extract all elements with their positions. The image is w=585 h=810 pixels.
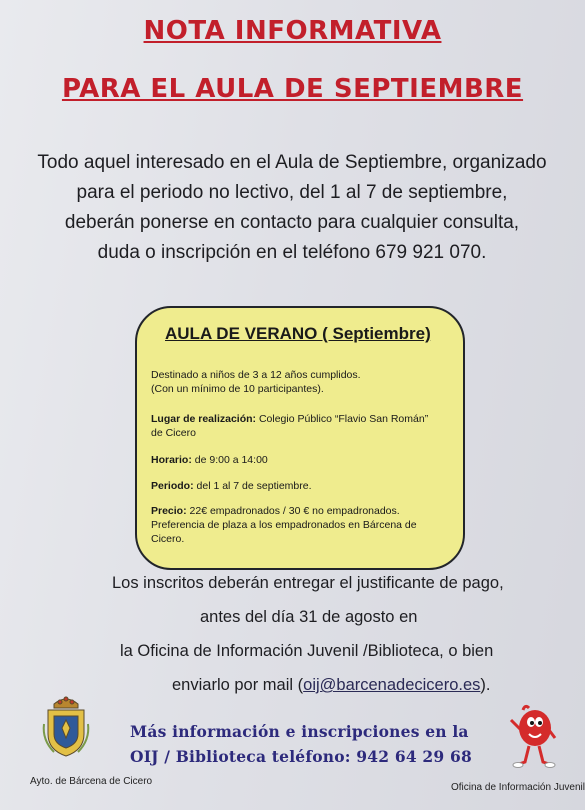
outro-line-4-pre: enviarlo por mail ( bbox=[172, 676, 304, 694]
box-preferencia-1: Preferencia de plaza a los empadronados en Bárcena de bbox=[151, 519, 417, 531]
more-info-line-2: OIJ / Biblioteca teléfono: 942 64 29 68 bbox=[130, 747, 472, 766]
intro-line-2: para el periodo no lectivo, del 1 al 7 de septiembre, bbox=[76, 182, 508, 203]
title-line-2: PARA EL AULA DE SEPTIEMBRE bbox=[61, 74, 524, 104]
outro-line-1: Los inscritos deberán entregar el justificante de pago, bbox=[112, 574, 504, 592]
lugar-value: Colegio Público “Flavio San Román” bbox=[256, 413, 429, 425]
more-info-line-1: Más información e inscripciones en la bbox=[130, 722, 469, 741]
left-caption: Ayto. de Bárcena de Cicero bbox=[30, 776, 153, 787]
outro-line-2: antes del día 31 de agosto en bbox=[200, 608, 418, 626]
box-dest-2: (Con un mínimo de 10 participantes). bbox=[151, 383, 324, 395]
periodo-label: Periodo: bbox=[151, 480, 194, 492]
box-periodo bbox=[151, 479, 312, 493]
box-preferencia-2: Cicero. bbox=[151, 533, 185, 545]
box-lugar-2: de Cicero bbox=[151, 427, 196, 439]
box-precio bbox=[151, 504, 400, 518]
info-box bbox=[135, 306, 465, 570]
email-link[interactable]: oij@barcenadecicero.es bbox=[303, 676, 481, 694]
box-lugar bbox=[151, 412, 428, 426]
intro-line-3: deberán ponerse en contacto para cualquier consulta, bbox=[64, 212, 520, 233]
outro-line-4-post: ). bbox=[480, 676, 491, 694]
intro-line-1: Todo aquel interesado en el Aula de Septiembre, organizado bbox=[37, 152, 547, 173]
lugar-label: Lugar de realización: bbox=[151, 413, 257, 425]
precio-value: 22€ empadronados / 30 € no empadronados. bbox=[186, 505, 400, 517]
outro-line-3: la Oficina de Información Juvenil /Biblioteca, o bien bbox=[120, 642, 494, 660]
outro-line-4 bbox=[172, 676, 491, 695]
red-mascot-icon bbox=[505, 700, 557, 770]
municipal-coat-of-arms-icon bbox=[40, 694, 92, 764]
horario-value: de 9:00 a 14:00 bbox=[191, 454, 268, 466]
right-caption: Oficina de Información Juvenil bbox=[451, 782, 585, 793]
horario-label: Horario: bbox=[151, 454, 192, 466]
box-horario bbox=[151, 453, 268, 467]
intro-line-4: duda o inscripción en el teléfono 679 921 070. bbox=[97, 242, 487, 263]
title-line-1: NOTA INFORMATIVA bbox=[143, 16, 442, 46]
precio-label: Precio: bbox=[151, 505, 187, 517]
box-dest-1: Destinado a niños de 3 a 12 años cumplidos. bbox=[151, 369, 361, 381]
box-title: AULA DE VERANO ( Septiembre) bbox=[165, 324, 431, 343]
periodo-value: del 1 al 7 de septiembre. bbox=[193, 480, 312, 492]
intro-paragraph bbox=[0, 148, 585, 268]
